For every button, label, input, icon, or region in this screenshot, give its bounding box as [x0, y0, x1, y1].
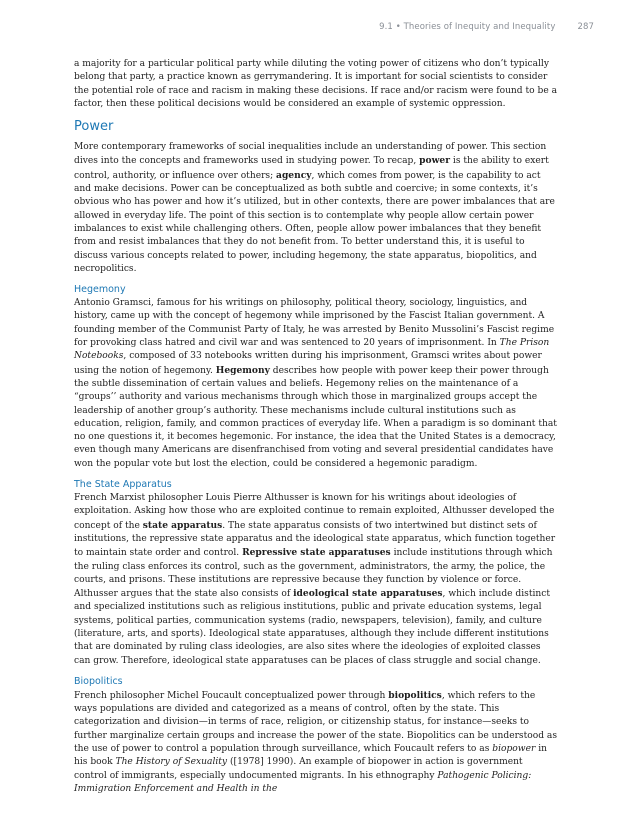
power-paragraph: More contemporary frameworks of social inequalities include an understanding of power. This section dives into the concepts and frameworks used in studying power. To recap, power is the ability to exert control, authority, or influence over others; agency, which comes from power, is the capability to act and make decisions. Power can be conceptualized as both subtle and coercive; in some contexts, it’s obvious who has power and how it’s utilized, but in other contexts, there are power imbalances that are allowed in everyday life. The point of this section is to contemplate why people allow certain power imbalances to exist while challenging others. Often, people allow power imbalances that they benefit from and resist imbalances that they do not benefit from. To better understand this, it is useful to discuss various concepts related to power, including hegemony, the state apparatus, biopolitics, and necropolitics.: [74, 142, 555, 274]
subheading-state-apparatus: The State Apparatus: [74, 479, 172, 491]
term-agency: agency: [276, 169, 312, 181]
section-heading-power: Power: [74, 119, 114, 135]
term-power: power: [419, 155, 451, 167]
term-biopolitics: biopolitics: [388, 689, 442, 701]
book-title-prison-notebooks: The Prison Notebooks: [74, 338, 550, 362]
running-head: [74, 22, 594, 32]
term-state-apparatus: state apparatus: [142, 519, 223, 531]
subheading-biopolitics: Biopolitics: [74, 675, 123, 687]
state-apparatus-paragraph: French Marxist philosopher Louis Pierre Althusser is known for his writings about ideologies of exploitation. Asking how those who are exploited continue to remain exploited, Althusser developed the concept of the state apparatus. The state apparatus consists of two intertwined but distinct sets of institutions, the repressive state apparatus and the ideological state apparatus, which function together to maintain state order and control. Repressive state apparatuses include institutions through which the ruling class enforces its control, such as the government, administrators, the army, the police, the courts, and prisons. These institutions are repressive because they function by violence or force. Althusser argues that the state also consists of ideological state apparatuses, which include distinct and specialized institutions such as religious institutions, public and private education systems, legal systems, political parties, communication systems (radio, newspapers, television), family, and culture (literature, arts, and sports). Ideological state apparatuses, although they include different institutions that are dominated by ruling class ideologies, are also sites where the ideologies of exploited classes can grow. Therefore, ideological state apparatuses can be places of class struggle and social change.: [74, 493, 556, 666]
running-head-section: 9.1 • Theories of Inequity and Inequality: [379, 22, 556, 32]
term-repressive-state-apparatuses: Repressive state apparatuses: [242, 547, 391, 559]
hegemony-paragraph: Antonio Gramsci, famous for his writings on philosophy, political theory, sociology, linguistics, and history, came up with the concept of hegemony while imprisoned by the Fascist Italian government. A founding member of the Communist Party of Italy, he was arrested by Benito Mussolini’s Fascist regime for provoking class hatred and civil war and was sentenced to 20 years of imprisonment. In The Prison Notebooks, composed of 33 notebooks written during his imprisonment, Gramsci writes about power using the notion of hegemony. Hegemony describes how people with power keep their power through the subtle dissemination of certain values and beliefs. Hegemony relies on the maintenance of a “groups’’ authority and various mechanisms through which those in marginalized groups accept the leadership of another group’s authority. These mechanisms include cultural institutions such as education, religion, family, and common practices of everyday life. When a paradigm is so dominant that no one questions it, it becomes hegemonic. For instance, the idea that the United States is a democracy, even though many Americans are disenfranchised from voting and several presidential candidates have won the popular vote but lost the election, could be considered a hegemonic paradigm.: [74, 298, 557, 469]
subheading-hegemony: Hegemony: [74, 284, 126, 296]
intro-paragraph: a majority for a particular political party while diluting the voting power of citizens who don’t typically belong that party, a practice known as gerrymandering. It is important for social scientists to consider the potential role of race and racism in making these decisions. If race and/or racism were found to be a factor, then these political decisions would be considered an example of systemic oppression.: [74, 59, 558, 109]
biopolitics-paragraph: French philosopher Michel Foucault conceptualized power through biopolitics, which refers to the ways populations are divided and categorized as a means of control, often by the state. This categorization and division—in terms of race, religion, or citizenship status, for instance—seeks to further marginalize certain groups and increase the power of the state. Biopolitics can be understood as the use of power to control a population through surveillance, which Foucault refers to as biopower in his book The History of Sexuality ([1978] 1990). An example of biopower in action is government control of immigrants, especially undocumented migrants. In his ethnography Pathogenic Policing: Immigration Enforcement and Health in the: [74, 689, 557, 794]
book-title-pathogenic-policing: Pathogenic Policing: Immigration Enforcement and Health in the: [74, 770, 532, 794]
term-hegemony: Hegemony: [215, 364, 270, 376]
term-biopower: biopower: [492, 744, 536, 755]
page-content: [74, 58, 558, 804]
page-number: 287: [577, 22, 594, 32]
book-title-history-of-sexuality: The History of Sexuality: [115, 757, 228, 768]
term-ideological-state-apparatuses: ideological state apparatuses: [293, 588, 443, 600]
